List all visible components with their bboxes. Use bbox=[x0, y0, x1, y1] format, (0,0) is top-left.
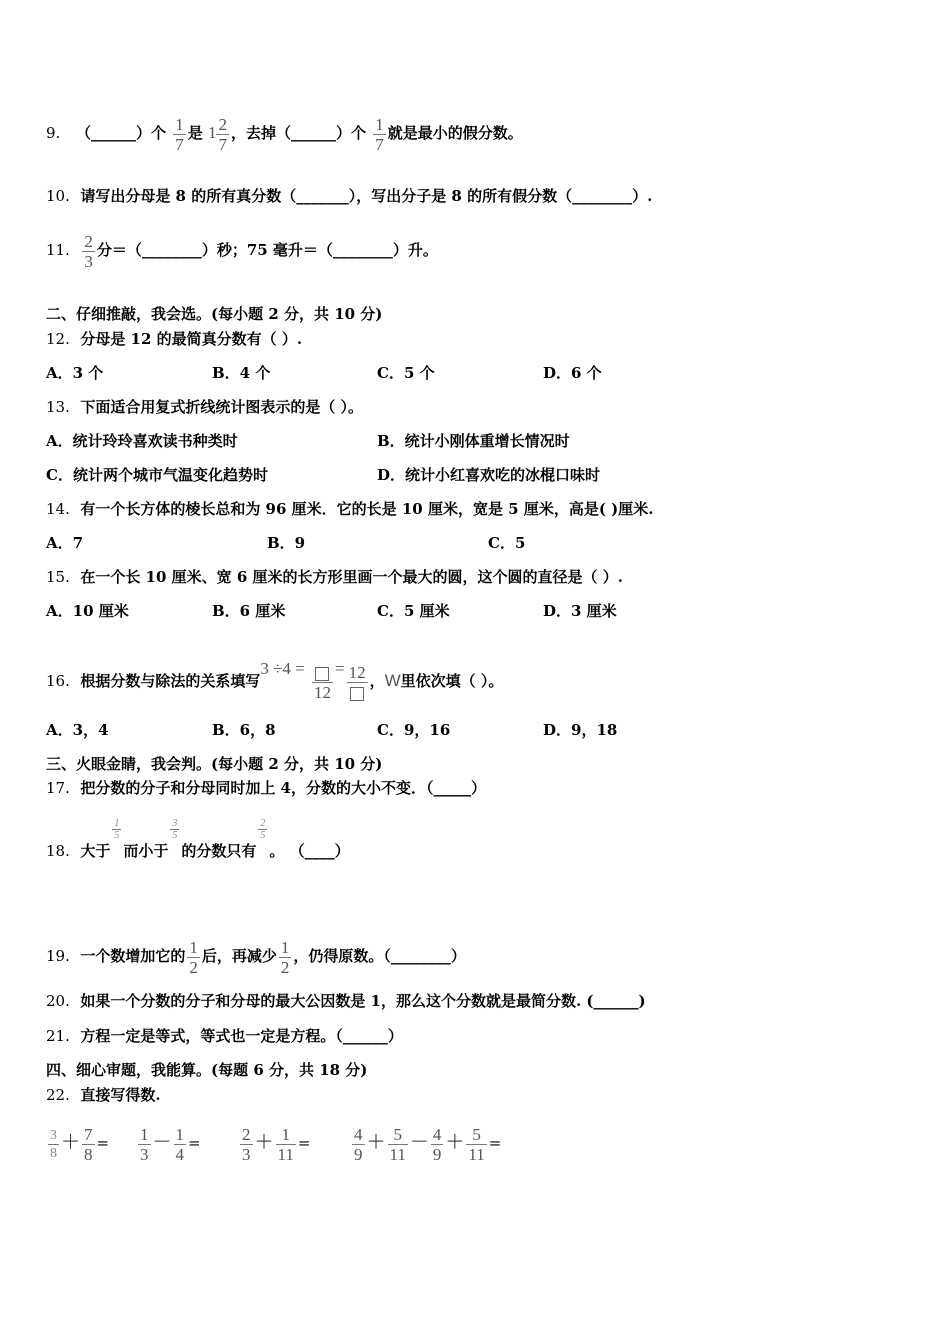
fraction-7-8: $\frac{7}{8}$ bbox=[84, 1124, 93, 1164]
question-15 bbox=[46, 567, 623, 587]
section-3-title: 三、火眼金睛，我会判。(每小题 2 分，共 10 分) bbox=[46, 755, 383, 773]
q16-option-d: D．9，18 bbox=[543, 721, 618, 739]
plus-sign: ＋ bbox=[61, 1132, 81, 1153]
expression-3 bbox=[238, 1116, 310, 1170]
question-19 bbox=[46, 928, 466, 984]
q13-text: 下面适合用复式折线统计图表示的是（ ）。 bbox=[80, 398, 364, 416]
q16-option-a: A．3，4 bbox=[46, 721, 109, 739]
fraction-5-11-b: $\frac{5}{11}$ bbox=[468, 1124, 485, 1164]
fraction-1-5: $\frac{1}{5}$ bbox=[114, 818, 120, 841]
fraction-2-5: $\frac{2}{5}$ bbox=[260, 818, 266, 841]
question-number: 21. bbox=[46, 1027, 70, 1045]
equals-sign: = bbox=[297, 1134, 311, 1152]
fraction-1-2: $\frac{1}{2}$ bbox=[189, 937, 198, 977]
q9-text-1: （______）个 bbox=[75, 124, 166, 142]
question-13 bbox=[46, 397, 363, 417]
question-number: 9. bbox=[46, 124, 61, 142]
q15-option-d: D．3 厘米 bbox=[543, 602, 617, 620]
q21-text: 方程一定是等式，等式也一定是方程。（______） bbox=[80, 1027, 403, 1045]
question-14 bbox=[46, 499, 653, 519]
expression-2 bbox=[136, 1116, 201, 1170]
plus-sign: ＋ bbox=[366, 1132, 386, 1153]
blank-box bbox=[350, 687, 364, 701]
fraction-2-7: $\frac{2}{7}$ bbox=[218, 114, 227, 154]
fraction-4-9: $\frac{4}{9}$ bbox=[354, 1124, 363, 1164]
question-number: 10. bbox=[46, 187, 70, 205]
expression-4 bbox=[350, 1116, 501, 1170]
minus-sign: － bbox=[409, 1132, 429, 1153]
w-symbol: W bbox=[384, 671, 401, 690]
fraction-1-2-b: $\frac{1}{2}$ bbox=[280, 937, 290, 977]
q17-text: 把分数的分子和分母同时加上 4，分数的大小不变．（_____） bbox=[80, 779, 486, 797]
equals-sign: = bbox=[96, 1134, 110, 1152]
question-number: 17. bbox=[46, 779, 70, 797]
question-number: 12. bbox=[46, 330, 70, 348]
q22-text: 直接写得数. bbox=[80, 1086, 161, 1104]
q12-option-a: A．3 个 bbox=[46, 364, 104, 382]
question-9 bbox=[46, 104, 523, 162]
question-17 bbox=[46, 778, 486, 798]
q12-option-b: B．4 个 bbox=[212, 364, 271, 382]
minus-sign: － bbox=[152, 1132, 172, 1153]
q15-option-a: A．10 厘米 bbox=[46, 602, 129, 620]
fraction-1-4: $\frac{1}{4}$ bbox=[175, 1124, 185, 1164]
question-number: 14. bbox=[46, 500, 70, 518]
q13-option-b: B．统计小刚体重增长情况时 bbox=[377, 432, 570, 450]
q9-text-4: 就是最小的假分数。 bbox=[387, 124, 523, 142]
division-expression: 3 ÷4 = bbox=[260, 659, 305, 678]
equals-sign: = bbox=[188, 1134, 201, 1152]
q14-option-b: B．9 bbox=[267, 534, 306, 552]
equals-sign: = bbox=[488, 1134, 502, 1152]
fraction-4-9-b: $\frac{4}{9}$ bbox=[432, 1124, 442, 1164]
q18-text-2: 而小于 bbox=[123, 842, 169, 860]
q13-option-a: A．统计玲玲喜欢读书种类时 bbox=[46, 432, 238, 450]
question-number: 18. bbox=[46, 842, 70, 860]
q20-text: 如果一个分数的分子和分母的最大公因数是 1，那么这个分数就是最简分数. (______) bbox=[80, 992, 646, 1010]
question-number: 11. bbox=[46, 241, 70, 259]
q16-option-c: C．9，16 bbox=[377, 721, 451, 739]
fraction-3-5: $\frac{3}{5}$ bbox=[172, 818, 178, 841]
fraction-12-over-box: 12 bbox=[347, 663, 368, 702]
plus-sign: ＋ bbox=[445, 1132, 465, 1153]
question-21 bbox=[46, 1026, 403, 1046]
question-number: 22. bbox=[46, 1086, 70, 1104]
q18-text-1: 大于 bbox=[80, 842, 111, 860]
plus-sign: ＋ bbox=[254, 1132, 274, 1153]
q13-option-d: D．统计小红喜欢吃的冰棍口味时 bbox=[377, 466, 601, 484]
question-number: 19. bbox=[46, 947, 70, 965]
question-18 bbox=[46, 818, 350, 858]
question-22 bbox=[46, 1085, 161, 1105]
question-number: 13. bbox=[46, 398, 70, 416]
q10-text: 请写出分母是 8 的所有真分数（_______），写出分子是 8 的所有假分数（________）. bbox=[80, 187, 653, 205]
q16-text-1: 根据分数与除法的关系填写 bbox=[80, 672, 261, 690]
fraction-box-over-12: 12 bbox=[312, 663, 333, 702]
fraction-2-3: $\frac{2}{3}$ bbox=[84, 231, 93, 271]
section-2-title: 二、仔细推敲，我会选。(每小题 2 分，共 10 分) bbox=[46, 305, 383, 323]
fraction-1-7: $\frac{1}{7}$ bbox=[175, 114, 184, 154]
q16-option-b: B．6，8 bbox=[212, 721, 276, 739]
question-11 bbox=[46, 220, 438, 280]
q9-text-2: 是 bbox=[187, 124, 203, 142]
question-number: 15. bbox=[46, 568, 70, 586]
fraction-3-8: $\frac{3}{8}$ bbox=[50, 1127, 57, 1161]
q14-option-c: C．5 bbox=[488, 534, 526, 552]
question-16 bbox=[46, 634, 503, 704]
q19-text-3: ，仍得原数。（________） bbox=[293, 947, 466, 965]
fraction-5-11: $\frac{5}{11}$ bbox=[389, 1124, 406, 1164]
question-number: 20. bbox=[46, 992, 70, 1010]
fraction-2-3: $\frac{2}{3}$ bbox=[242, 1124, 251, 1164]
q15-option-b: B．6 厘米 bbox=[212, 602, 286, 620]
question-20 bbox=[46, 991, 646, 1011]
q15-text: 在一个长 10 厘米、宽 6 厘米的长方形里画一个最大的圆，这个圆的直径是（ ）. bbox=[80, 568, 623, 586]
question-number: 16. bbox=[46, 672, 70, 690]
q18-text-4: 。 （____） bbox=[269, 842, 350, 860]
q19-text-2: 后，再减少 bbox=[201, 947, 277, 965]
q12-option-d: D．6 个 bbox=[543, 364, 602, 382]
fraction-1-7-b: $\frac{1}{7}$ bbox=[375, 114, 384, 154]
q9-text-3: ，去掉（______）个 bbox=[230, 124, 366, 142]
q16-text-2: ， bbox=[369, 672, 385, 690]
q19-text-1: 一个数增加它的 bbox=[80, 947, 186, 965]
q15-option-c: C．5 厘米 bbox=[377, 602, 450, 620]
q16-text-3: 里依次填（ ）。 bbox=[400, 672, 504, 690]
equals-sign: = bbox=[334, 659, 345, 678]
q11-text: 分＝（________）秒；75 毫升＝（________）升。 bbox=[96, 241, 438, 259]
q14-text: 有一个长方体的棱长总和为 96 厘米．它的长是 10 厘米，宽是 5 厘米，高是( )厘米. bbox=[80, 500, 654, 518]
fraction-1-11: $\frac{1}{11}$ bbox=[277, 1124, 294, 1164]
q12-text: 分母是 12 的最简真分数有（ ）. bbox=[80, 330, 303, 348]
mixed-whole: 1 bbox=[207, 123, 217, 142]
section-4-title: 四、细心审题，我能算。(每题 6 分，共 18 分) bbox=[46, 1061, 368, 1079]
q13-option-c: C．统计两个城市气温变化趋势时 bbox=[46, 466, 268, 484]
expression-1 bbox=[46, 1116, 109, 1170]
blank-box bbox=[315, 667, 329, 681]
fraction-1-3: $\frac{1}{3}$ bbox=[140, 1124, 149, 1164]
question-10 bbox=[46, 186, 652, 206]
q14-option-a: A．7 bbox=[46, 534, 84, 552]
q18-text-3: 的分数只有 bbox=[181, 842, 257, 860]
q12-option-c: C．5 个 bbox=[377, 364, 435, 382]
question-12 bbox=[46, 329, 302, 349]
